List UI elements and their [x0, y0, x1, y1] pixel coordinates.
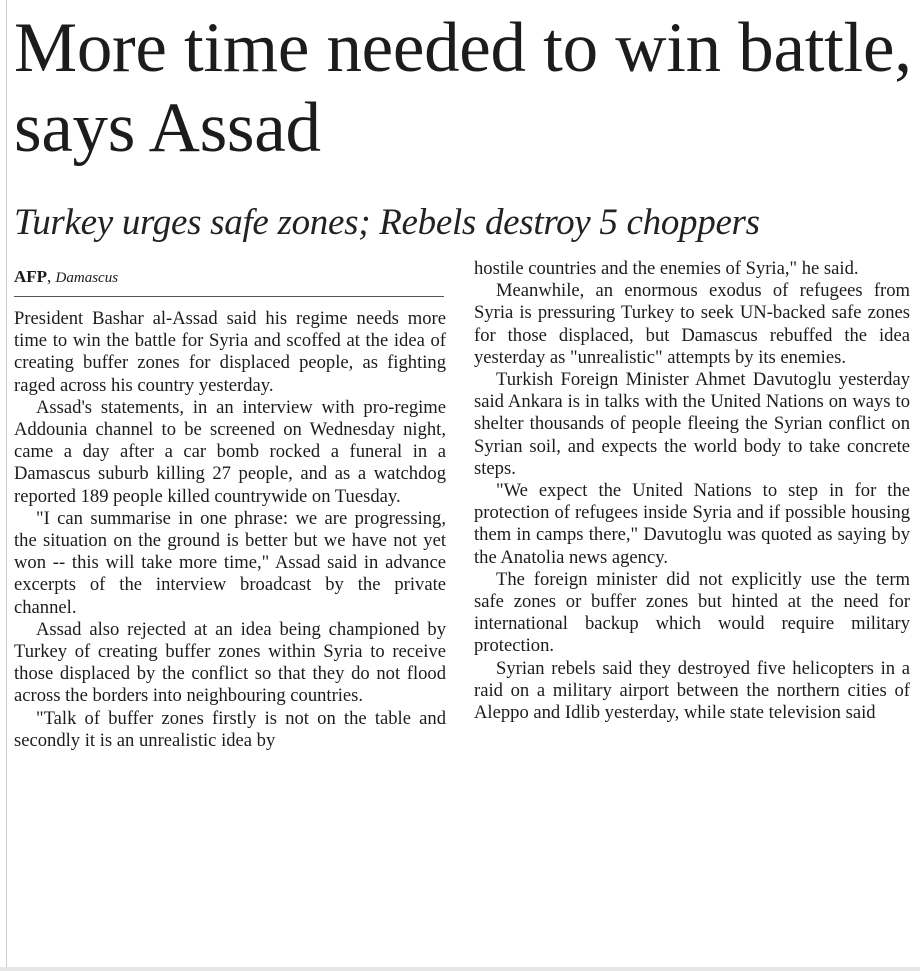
byline-source: AFP: [14, 267, 48, 286]
paragraph: President Bashar al-Assad said his regime needs more time to win the battle for Syria and scoffed at the idea of creating buffer zones for displaced people, as fighting raged across his country yesterday.: [14, 308, 446, 396]
article-column-right: [474, 258, 910, 724]
paragraph: "We expect the United Nations to step in for the protection of refugees inside Syria and if possible housing them in camps there," Davutoglu was quoted as saying by the Anatolia news agency.: [474, 480, 910, 568]
paragraph: The foreign minister did not explicitly use the term safe zones or buffer zones but hinted at the need for international backup which would require military protection.: [474, 568, 910, 657]
paragraph: Syrian rebels said they destroyed five helicopters in a raid on a military airport between the northern cities of Aleppo and Idlib yesterday, while state television said: [474, 657, 910, 724]
headline: More time needed to win battle, says Assad: [14, 9, 912, 167]
paragraph: "I can summarise in one phrase: we are progressing, the situation on the ground is better but we have not yet won -- this will take more time," Assad said in advance excerpts of the interview broadcast by the private channel.: [14, 507, 446, 618]
paragraph: Assad's statements, in an interview with pro-regime Addounia channel to be screened on Wednesday night, came a day after a car bomb rocked a funeral in a Damascus suburb killing 27 people, and as a watchdog reported 189 people killed countrywide on Tuesday.: [14, 396, 446, 507]
paragraph: Meanwhile, an enormous exodus of refugees from Syria is pressuring Turkey to seek UN-backed safe zones for those displaced, but Damascus rebuffed the idea yesterday as "unrealistic" attempts by its enemies.: [474, 280, 910, 368]
byline-location: Damascus: [55, 270, 119, 286]
paragraph: Turkish Foreign Minister Ahmet Davutoglu yesterday said Ankara is in talks with the United Nations on ways to shelter thousands of people fleeing the Syrian conflict on Syrian soil, and expects the world body to take concrete steps.: [474, 369, 910, 479]
byline: [14, 264, 444, 297]
paragraph-continued: hostile countries and the enemies of Syria," he said.: [474, 258, 859, 279]
bottom-edge-rule: [0, 967, 920, 971]
byline-separator: ,: [47, 267, 52, 286]
article-column-left: [14, 308, 446, 752]
paragraph: "Talk of buffer zones firstly is not on the table and secondly it is an unrealistic idea by: [14, 707, 446, 751]
paragraph: Assad also rejected at an idea being championed by Turkey of creating buffer zones within Syria to receive those displaced by the conflict so that they do not flood across the borders into neighbouring countries.: [14, 618, 446, 707]
page-edge-rule: [6, 0, 7, 971]
subheadline: Turkey urges safe zones; Rebels destroy 5 choppers: [14, 202, 760, 243]
